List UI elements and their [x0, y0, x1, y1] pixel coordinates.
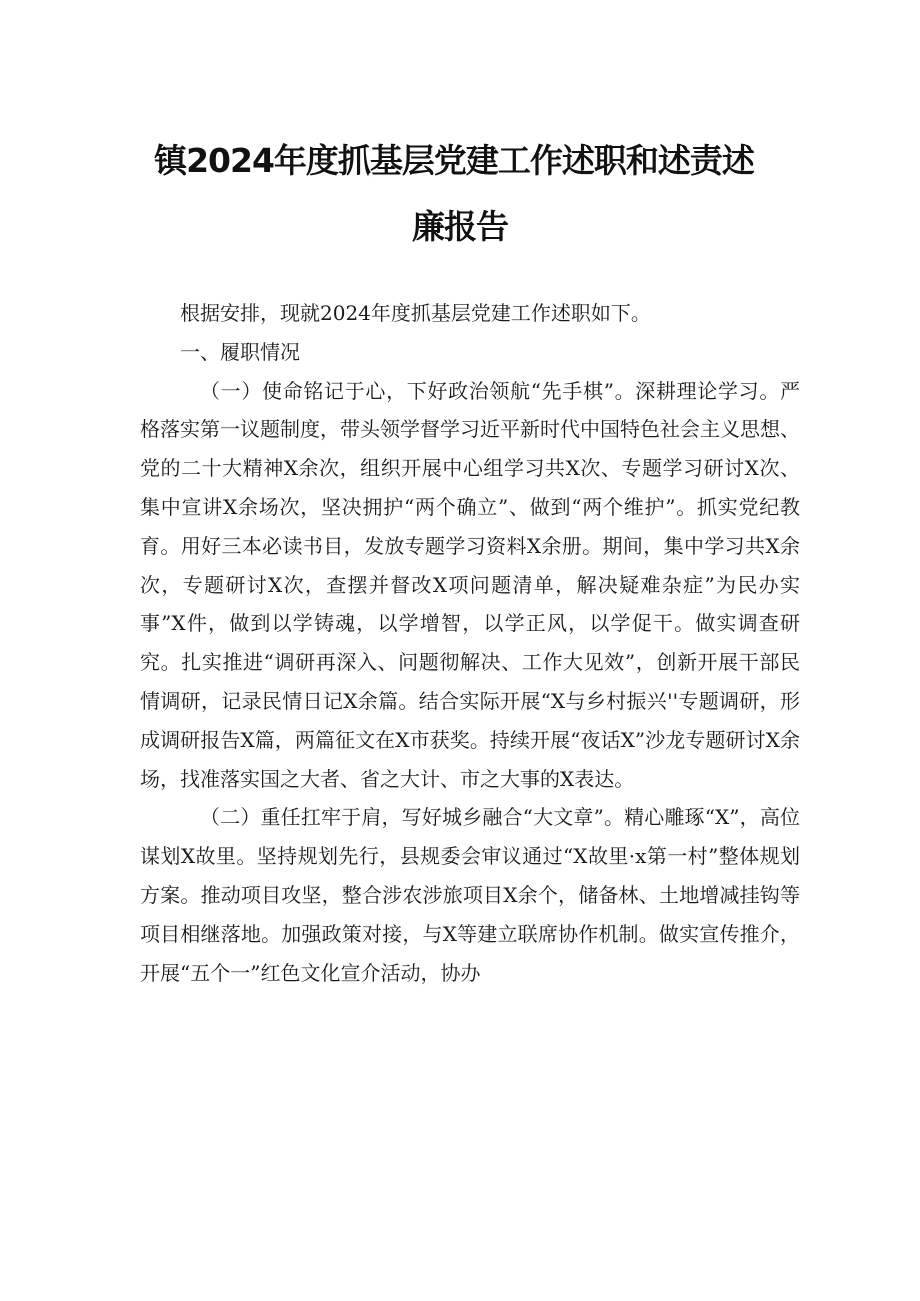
document-body [140, 294, 800, 992]
body-paragraph: （一）使命铭记于心，下好政治领航“先手棋”。深耕理论学习。严格落实第一议题制度，带头领学督学习近平新时代中国特色社会主义思想、党的二十大精神X余次，组织开展中心组学习共X次、专题学习研讨X次、集中宣讲X余场次，坚决拥护“两个确立”、做到“两个维护”。抓实党纪教育。用好三本必读书目，发放专题学习资料X余册。期间，集中学习共X余次，专题研讨X次，查摆并督改X项问题清单，解决疑难杂症”为民办实事”X件，做到以学铸魂，以学增智，以学正风，以学促干。做实调查研究。扎实推进“调研再深入、问题彻解决、工作大见效”，创新开展干部民情调研，记录民情日记X余篇。结合实际开展“X与乡村振兴''专题调研，形成调研报告X篇，两篇征文在X市获奖。持续开展“夜话X”沙龙专题研讨X余场，找准落实国之大者、省之大计、市之大事的X表达。 [140, 378, 800, 791]
document-title-line-1: 镇2024年度抓基层党建工作述职和述责述 [154, 141, 754, 180]
intro-paragraph: 根据安排，现就2024年度抓基层党建工作述职如下。 [180, 301, 651, 325]
body-paragraph: （二）重任扛牢于肩，写好城乡融合“大文章”。精心雕琢“X”，高位谋划X故里。坚持规划先行，县规委会审议通过“X故里·x第一村”整体规划方案。推动项目攻坚，整合涉农涉旅项目X余个，储备林、土地增减挂钩等项目相继落地。加强政策对接，与X等建立联席协作机制。做实宣传推介，开展“五个一”红色文化宣介活动，协办 [140, 805, 800, 985]
section-heading: 一、履职情况 [180, 339, 300, 364]
document-title-line-2: 廉报告 [412, 207, 508, 246]
